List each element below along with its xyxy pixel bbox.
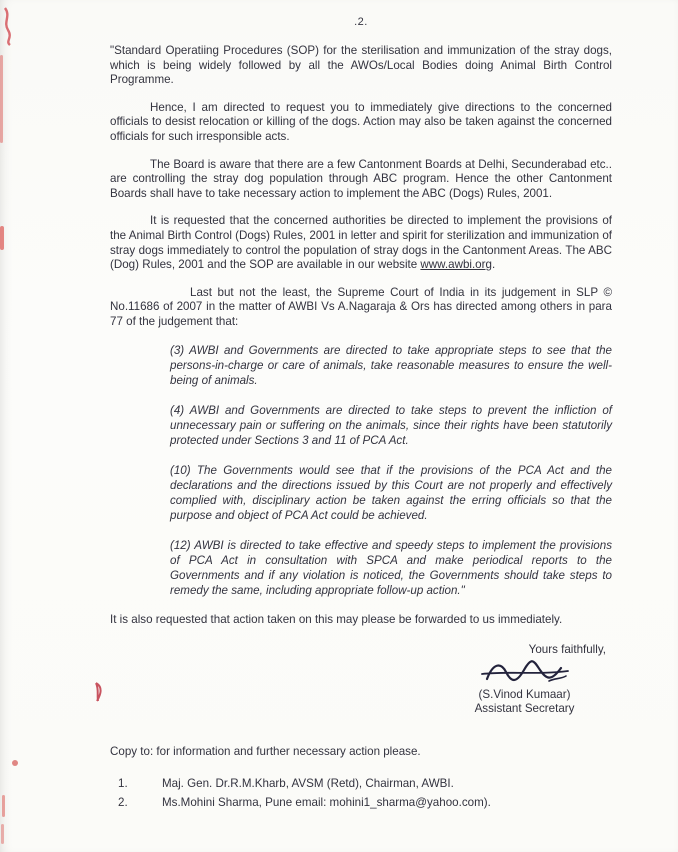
awbi-website-link[interactable]: www.awbi.org bbox=[420, 258, 492, 272]
copy-list-item bbox=[118, 776, 612, 791]
judgement-quote-para-10: (10) The Governments would see that if the provisions of the PCA Act and the declarations and the directions issued by this Court are not properly and effectively complied with, disciplinary action be taken against the erring officials so that the purpose and object of PCA Act could be achieved. bbox=[170, 463, 612, 522]
copy-item-text: Maj. Gen. Dr.R.M.Kharb, AVSM (Retd), Chairman, AWBI. bbox=[162, 776, 454, 790]
judgement-quote-para-4: (4) AWBI and Governments are directed to take steps to prevent the infliction of unnecessary pain or suffering on the animals, since their rights have been statutorily protected under Sections 3 and 11 of PCA Act. bbox=[170, 403, 612, 447]
red-stroke-bottom-left-1 bbox=[2, 795, 5, 817]
red-dot-bottom-left bbox=[12, 760, 18, 766]
paragraph-request-directions: Hence, I am directed to request you to immediately give directions to the concerned officials to desist relocation or killing of the dogs. Action may also be taken against the concerned officials for such irresponsible acts. bbox=[110, 100, 612, 143]
paragraph-abc-rules bbox=[110, 214, 612, 272]
red-pen-mark bbox=[92, 681, 106, 703]
copy-to-heading: Copy to: for information and further necessary action please. bbox=[110, 744, 421, 758]
copy-to-list bbox=[110, 776, 612, 810]
letter-content bbox=[110, 16, 612, 814]
judgement-quote-para-12: (12) AWBI is directed to take effective and speedy steps to implement the provisions of PCA Act in consultation with SPCA and make periodical reports to the Governments and if any violation is noticed, the Governments should take steps to remedy the same, including appropriate follow-up action." bbox=[170, 538, 612, 597]
red-ink-mark-top-left bbox=[1, 6, 19, 46]
red-stroke-bottom-left-2 bbox=[1, 824, 4, 844]
paragraph-abc-rules-period: . bbox=[491, 258, 496, 272]
handwritten-signature-icon bbox=[479, 659, 571, 687]
copy-list-item bbox=[118, 795, 612, 810]
page-number: .2. bbox=[354, 16, 368, 28]
paragraph-cantonment-boards: The Board is aware that there are a few Cantonment Boards at Delhi, Secunderabad etc.. are controlling the stray dog population through ABC program. Hence the other Cantonment Boards shall have to take necessary action to implement the ABC (Dogs) Rules, 2001. bbox=[110, 157, 612, 200]
closing-block bbox=[437, 643, 612, 717]
signer-title: Assistant Secretary bbox=[474, 702, 575, 716]
signer-name: (S.Vinod Kumaar) bbox=[478, 687, 571, 701]
red-line-left-edge bbox=[0, 55, 3, 143]
closing-salutation: Yours faithfully, bbox=[528, 643, 606, 657]
judgement-quote-para-3: (3) AWBI and Governments are directed to take appropriate steps to see that the persons-in-charge or care of animals, take reasonable measures to ensure the well-being of animals. bbox=[170, 343, 612, 387]
red-mark-left-edge bbox=[0, 226, 4, 250]
copy-item-text: Ms.Mohini Sharma, Pune email: mohini1_sharma@yahoo.com). bbox=[162, 795, 491, 809]
copy-item-number: 2. bbox=[118, 795, 128, 809]
paragraph-action-taken: It is also requested that action taken on this may please be forwarded to us immediately. bbox=[110, 612, 563, 626]
paragraph-sop: "Standard Operatiing Procedures (SOP) for the sterilisation and immunization of the stray dogs, which is being widely followed by all the AWOs/Local Bodies doing Animal Birth Control Programme. bbox=[110, 44, 612, 87]
paragraph-abc-rules-text: It is requested that the concerned authorities be directed to implement the provisions of the Animal Birth Control (Dogs) Rules, 2001 in letter and spirit for sterilization and immunization of stray dogs immediately to control the population of stray dogs in the Cantonment Areas. The ABC (Dog) Rules, 2001 and the SOP are available in our website bbox=[110, 214, 612, 272]
signature bbox=[437, 658, 612, 688]
copy-to-section bbox=[110, 745, 612, 810]
copy-item-number: 1. bbox=[118, 776, 128, 790]
paragraph-supreme-court: Last but not the least, the Supreme Court of India in its judgement in SLP © No.11686 of 2007 in the matter of AWBI Vs A.Nagaraja & Ors has directed among others in para 77 of the judgement that: bbox=[110, 285, 612, 328]
